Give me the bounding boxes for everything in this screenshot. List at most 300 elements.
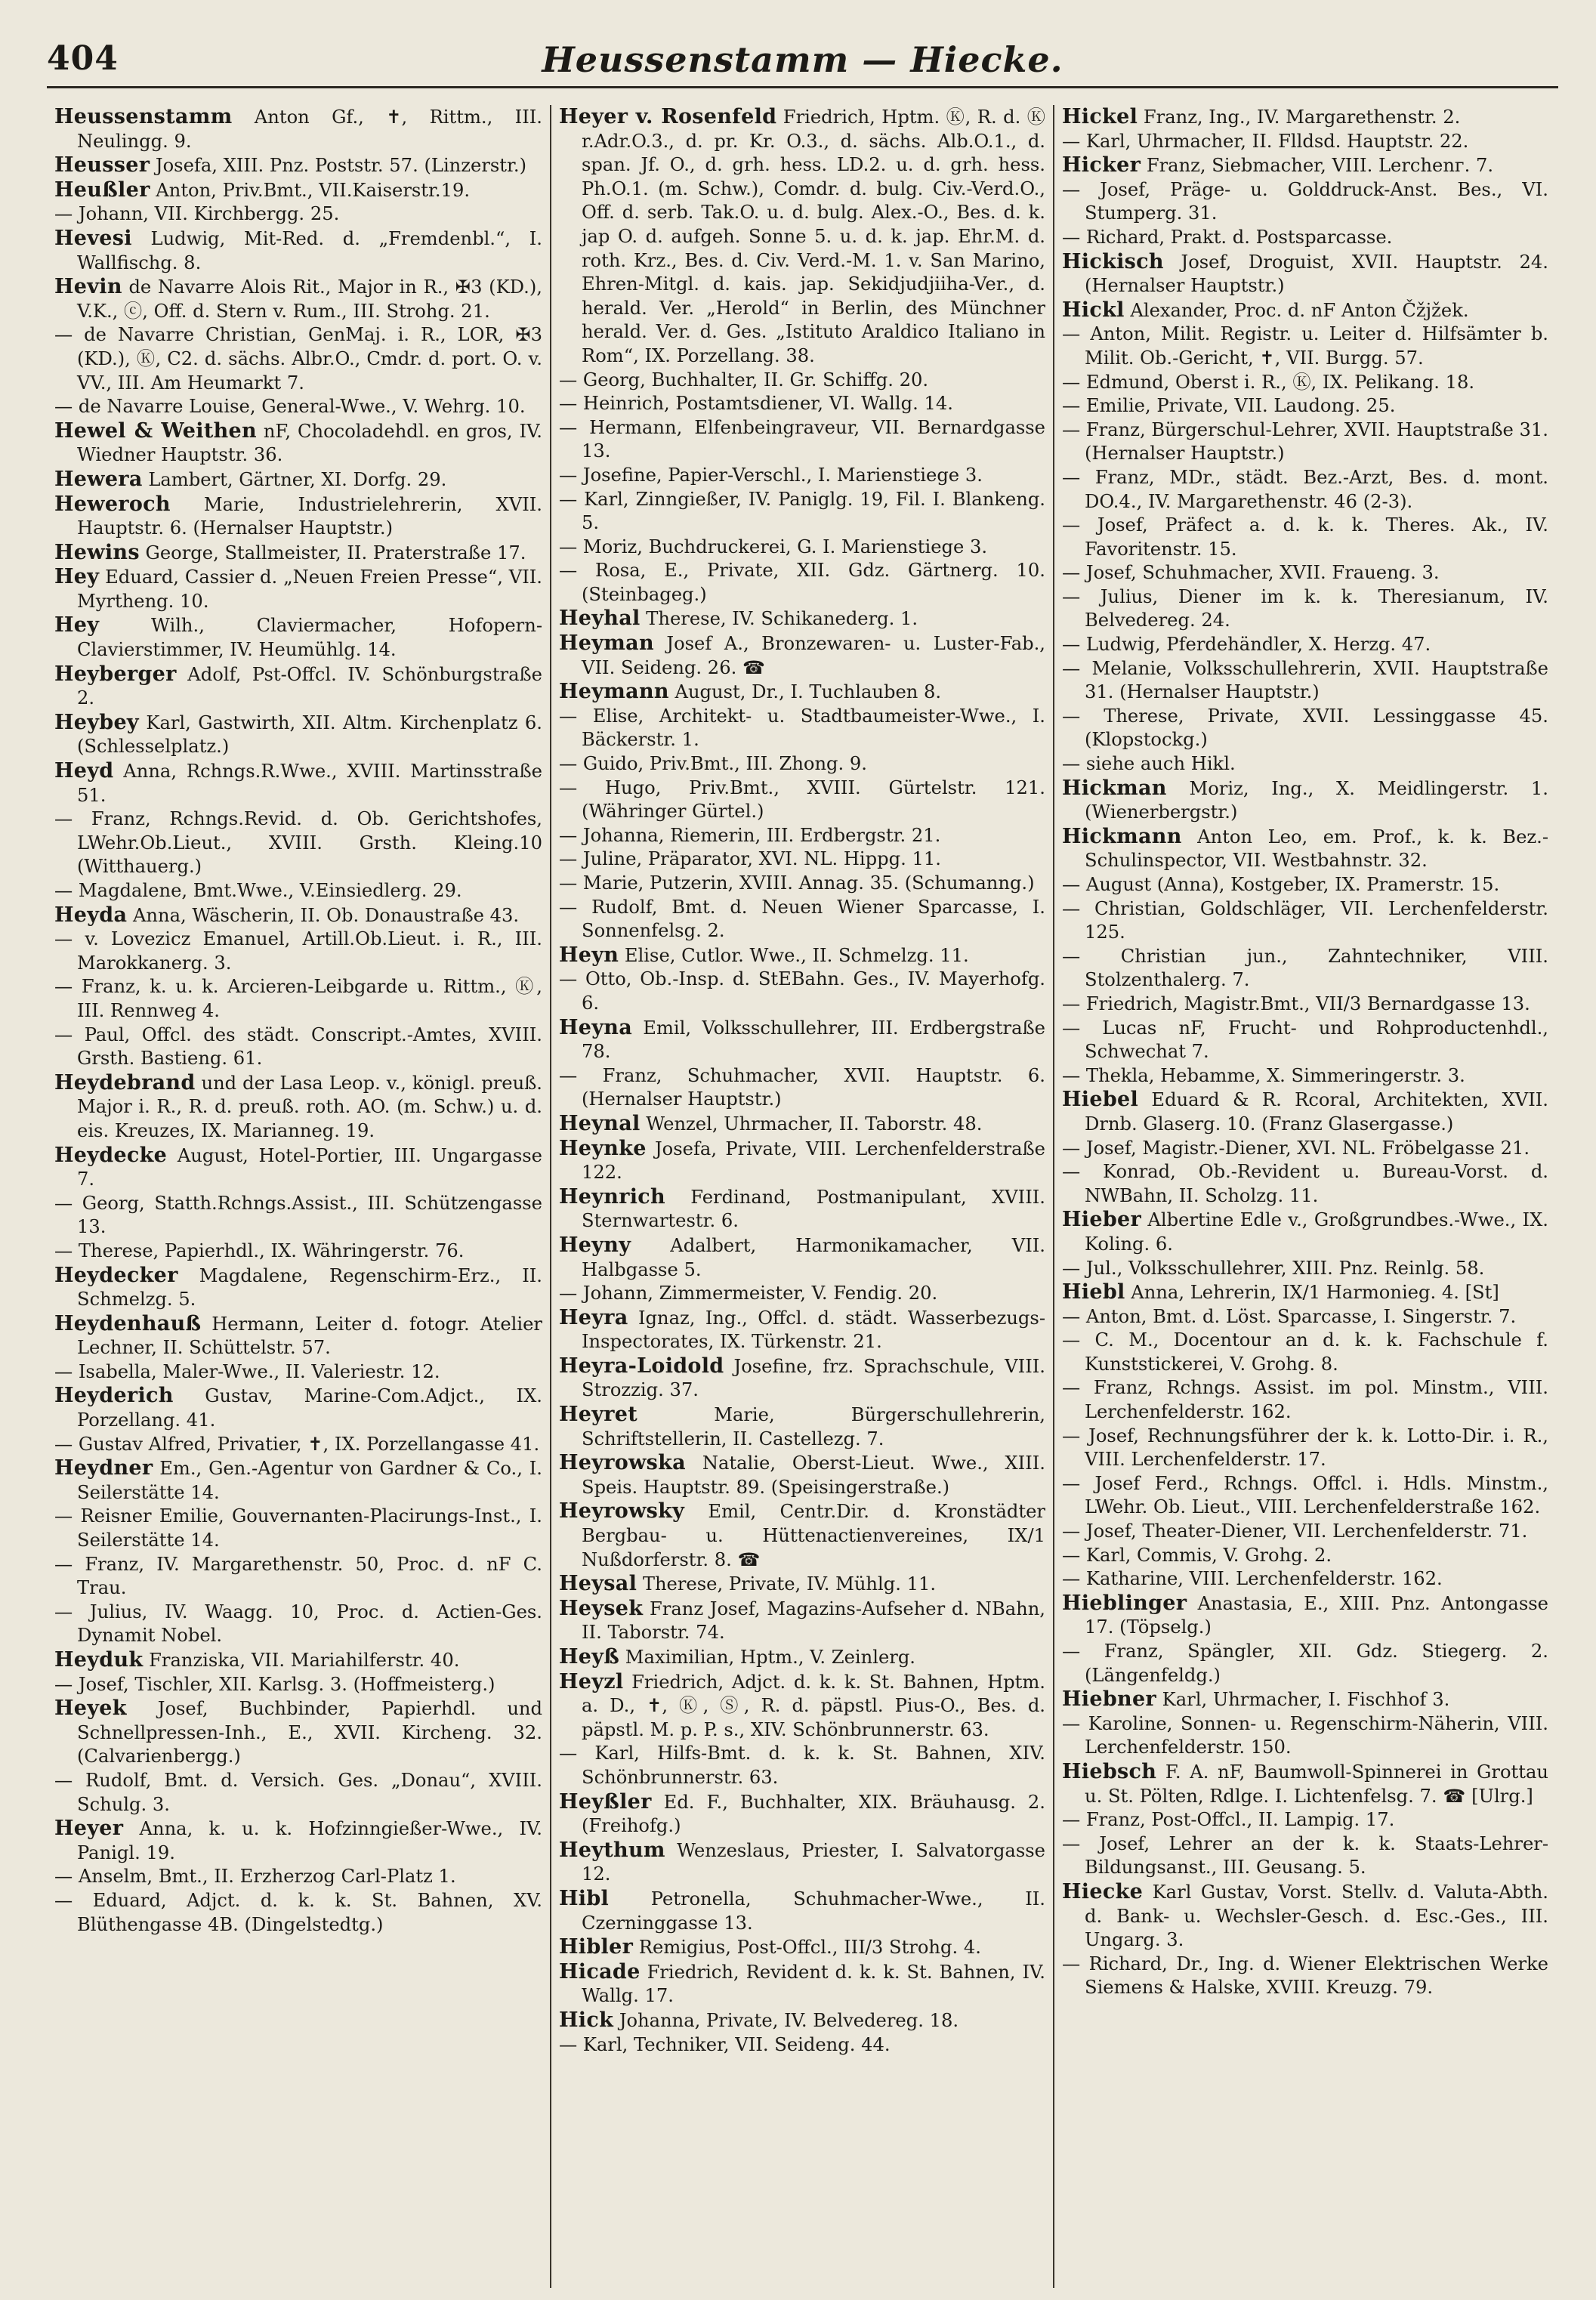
entry-details: Karl, Uhrmacher, I. Fischhof 3. [1156,1689,1450,1711]
directory-entry [559,1451,1045,1499]
entry-details: Marie, Bürgerschullehrerin, Schriftstellerin, II. Castellezg. 7. [582,1404,1045,1449]
entry-surname: Heyek [54,1696,127,1721]
directory-entry [559,896,1045,943]
entry-details: — Karl, Zinngießer, IV. Paniglg. 19, Fil. I. Blankeng. 5. [559,488,1045,534]
entry-details: — Christian jun., Zahntechniker, VIII. Stolzenthalerg. 7. [1062,945,1548,991]
entry-surname: Heyzl [559,1669,624,1693]
entry-details: — Edmund, Oberst i. R., Ⓚ, IX. Pelikang. 18. [1062,371,1475,393]
entry-details: Josef A., Bronzewaren- u. Luster-Fab., VII. Seideng. 26. ☎ [582,633,1045,678]
entry-details: Anastasia, E., XIII. Pnz. Antongasse 17. (Töpselg.) [1085,1592,1548,1638]
directory-entry [1062,873,1548,897]
directory-entry [559,559,1045,607]
entry-surname: Hiebel [1062,1088,1139,1112]
directory-entry [1062,1567,1548,1591]
directory-entry [559,416,1045,464]
entry-surname: Heysal [559,1572,637,1596]
entry-surname: Heyra [559,1305,628,1329]
directory-entry [1062,1544,1548,1568]
entry-surname: Heyßler [559,1789,652,1814]
directory-entry [54,153,542,178]
entry-details: Friedrich, Adjct. d. k. k. St. Bahnen, Hptm. a. D., ✝, Ⓚ, Ⓢ, R. d. päpstl. Pius-O., Bes. d. päpstl. M. p. P. s., XIV. Schönbrunnerstr. 63. [582,1671,1045,1740]
directory-entry [559,943,1045,968]
entry-details: — August (Anna), Kostgeber, IX. Pramerstr. 15. [1062,874,1500,895]
directory-entry [559,1064,1045,1112]
entry-surname: Hewel & Weithen [54,418,257,443]
entry-surname: Hieber [1062,1208,1142,1232]
directory-entry [559,607,1045,631]
entry-details: Wenzeslaus, Priester, I. Salvatorgasse 12. [582,1839,1045,1885]
directory-entry [1062,1137,1548,1161]
directory-entry [1062,1305,1548,1329]
directory-entry [559,1403,1045,1451]
directory-entry [559,536,1045,560]
entry-surname: Heyn [559,943,619,967]
directory-entry [559,1670,1045,1743]
entry-details: Lambert, Gärtner, XI. Dorfg. 29. [142,468,447,490]
directory-entry [1062,705,1548,752]
entry-details: — C. M., Docentour an d. k. k. Fachschule f. Kunststickerei, V. Grohg. 8. [1062,1329,1548,1375]
entry-surname: Heyß [559,1645,620,1669]
entry-surname: Heweroch [54,492,171,516]
entry-surname: Heynrich [559,1184,665,1209]
directory-entry [54,1648,542,1673]
entry-details: — Friedrich, Magistr.Bmt., VII/3 Bernardgasse 13. [1062,993,1530,1014]
entry-details: — Karoline, Sonnen- u. Regenschirm-Näherin, VIII. Lerchenfelderstr. 150. [1062,1712,1548,1758]
directory-entry [54,1817,542,1865]
entry-details: — Konrad, Ob.-Revident u. Bureau-Vorst. d. NWBahn, II. Scholzg. 11. [1062,1161,1548,1206]
entry-details: — Therese, Papierhdl., IX. Währingerstr. 76. [54,1240,465,1261]
entry-details: — Johann, Zimmermeister, V. Fendig. 20. [559,1283,938,1304]
entry-surname: Heyd [54,759,114,783]
entry-details: — Anselm, Bmt., II. Erzherzog Carl-Platz 1. [54,1866,456,1888]
entry-details: — Isabella, Maler-Wwe., II. Valeriestr. 12. [54,1360,440,1382]
column-left [47,105,550,2288]
directory-entry [54,903,542,928]
directory-entry [559,631,1045,680]
directory-entry [1062,585,1548,633]
entry-details: Marie, Industrielehrerin, XVII. Hauptstr. 6. (Hernalser Hauptstr.) [77,493,542,539]
directory-entry [54,662,542,711]
directory-entry [559,1282,1045,1306]
entry-details: — Franz, Rchngs. Assist. im pol. Minstm., VIII. Lerchenfelderstr. 162. [1062,1377,1548,1423]
entry-details: — de Navarre Louise, General-Wwe., V. Wehrg. 10. [54,396,526,418]
directory-entry [54,711,542,759]
entry-details: — Franz, MDr., städt. Bez.-Arzt, Bes. d. mont. DO.4., IV. Margarethenstr. 46 (2-3). [1062,466,1548,512]
directory-entry [54,1696,542,1769]
entry-surname: Hibler [559,1935,634,1959]
entry-details: Maximilian, Hptm., V. Zeinlerg. [619,1647,915,1668]
directory-entry [1062,153,1548,178]
directory-entry [54,1601,542,1648]
entry-details: F. A. nF, Baumwoll-Spinnerei in Grottau u. St. Pölten, Rdlge. I. Lichtenfelsg. 7. ☎ [Ulrg.] [1085,1761,1548,1807]
directory-entry [54,928,542,975]
entry-details: Gustav, Marine-Com.Adjct., IX. Porzellang. 41. [77,1385,542,1431]
directory-entry [1062,1160,1548,1208]
entry-details: Anna, k. u. k. Hofzinngießer-Wwe., IV. Panigl. 19. [77,1818,542,1863]
directory-entry [1062,105,1548,130]
entry-details: — Franz, Bürgerschul-Lehrer, XVII. Hauptstraße 31. (Hernalser Hauptstr.) [1062,418,1548,465]
entry-details: — Gustav Alfred, Privatier, ✝, IX. Porzellangasse 41. [54,1433,540,1455]
entry-details: Anna, Lehrerin, IX/1 Harmonieg. 4. [St] [1125,1282,1499,1304]
directory-entry [54,1023,542,1071]
entry-surname: Heydner [54,1456,153,1480]
entry-surname: Heyny [559,1233,631,1257]
entry-details: Anna, Wäscherin, II. Ob. Donaustraße 43. [127,904,520,926]
directory-entry [559,392,1045,416]
entry-details: — Lucas nF, Frucht- und Rohproductenhdl., Schwechat 7. [1062,1017,1548,1063]
entry-surname: Hevesi [54,226,132,250]
entry-surname: Heydecke [54,1143,168,1167]
entry-details: Franz, Siebmacher, VIII. Lerchenг. 7. [1141,155,1494,177]
directory-entry [559,2033,1045,2058]
directory-entry [54,323,542,395]
directory-entry [559,1572,1045,1597]
entry-details: — Richard, Prakt. d. Postsparcasse. [1062,226,1393,248]
entry-details: — Josefine, Papier-Verschl., I. Marienstiege 3. [559,464,983,486]
entry-details: Josef, Buchbinder, Papierhdl. und Schnellpressen-Inh., E., XVII. Kircheng. 32. (Calvarienbergg.) [77,1698,542,1767]
directory-entry [1062,226,1548,250]
directory-entry [54,1865,542,1889]
directory-entry [1062,1472,1548,1520]
entry-surname: Hiebl [1062,1280,1125,1304]
directory-entry [54,1312,542,1360]
directory-entry [1062,1687,1548,1712]
directory-entry [54,975,542,1023]
page-number: 404 [47,39,119,78]
entry-details: Adalbert, Harmonikamacher, VII. Halbgasse 5. [582,1234,1045,1280]
entry-details: Magdalene, Regenschirm-Erz., II. Schmelzg. 5. [77,1264,542,1311]
entry-details: Em., Gen.-Agentur von Gardner & Co., I. Seilerstätte 14. [77,1458,542,1503]
entry-details: Hermann, Leiter d. fotogr. Atelier Lechner, II. Schüttelstr. 57. [77,1313,542,1359]
directory-entry [1062,776,1548,825]
entry-surname: Heydebrand [54,1070,196,1094]
entry-details: Moriz, Ing., X. Meidlingerstr. 1. (Wienerbergstr.) [1085,777,1548,823]
entry-details: Anton, Priv.Bmt., VII.Kaiserstr.19. [150,179,471,201]
entry-surname: Hickmann [1062,824,1182,848]
entry-details: — Johanna, Riemerin, III. Erdbergstr. 21. [559,824,941,846]
entry-details: — Hugo, Priv.Bmt., XVIII. Gürtelstr. 121. (Währinger Gürtel.) [559,776,1045,823]
entry-details: — Karl, Uhrmacher, II. Flldsd. Hauptstr. 22. [1062,130,1469,152]
entry-surname: Heyda [54,903,128,927]
directory-entry [54,178,542,203]
entry-details: Ed. F., Buchhalter, XIX. Bräuhausg. 2. (Freihofg.) [582,1791,1045,1837]
directory-entry [1062,1376,1548,1424]
directory-entry [1062,466,1548,514]
directory-entry [1062,1640,1548,1687]
directory-entry [1062,897,1548,945]
entry-surname: Heyra-Loidold [559,1354,724,1378]
entry-surname: Heyrowska [559,1451,686,1475]
entry-details: — Anton, Bmt. d. Löst. Sparcasse, I. Singerstr. 7. [1062,1305,1517,1327]
directory-entry [54,613,542,662]
entry-surname: Hewera [54,467,143,491]
entry-surname: Heyman [559,631,654,656]
entry-details: — Marie, Putzerin, XVIII. Annag. 35. (Schumanng.) [559,872,1035,894]
entry-details: — Franz, Schuhmacher, XVII. Hauptstr. 6. (Hernalser Hauptstr.) [559,1064,1045,1110]
directory-entry [1062,298,1548,323]
directory-entry [54,1769,542,1817]
entry-details: — Josef, Theater-Diener, VII. Lerchenfelderstr. 71. [1062,1520,1528,1542]
entry-surname: Hey [54,565,100,589]
directory-entry [559,1137,1045,1185]
entry-details: Ludwig, Mit-Red. d. „Fremdenbl.“, I. Wallfischg. 8. [77,227,542,273]
directory-entry [54,879,542,903]
entry-details: — Rudolf, Bmt. d. Neuen Wiener Sparcasse, I. Sonnenfelsg. 2. [559,896,1045,942]
entry-surname: Hickman [1062,776,1167,800]
entry-details: — Juline, Präparator, XVI. NL. Hippg. 11. [559,848,941,870]
directory-entry [54,1553,542,1601]
directory-entry [54,1889,542,1937]
directory-entry [559,2008,1045,2033]
entry-details: — Jul., Volksschullehrer, XIII. Pnz. Reinlg. 58. [1062,1257,1485,1279]
entry-surname: Hicade [559,1959,641,1984]
entry-details: — Josef, Tischler, XII. Karlsg. 3. (Hoffmeisterg.) [54,1673,495,1695]
entry-details: — Elise, Architekt- u. Stadtbaumeister-Wwe., I. Bäckerstr. 1. [559,705,1045,751]
entry-surname: Heynal [559,1111,641,1135]
directory-entry [559,1742,1045,1789]
entry-details: — Richard, Dr., Ing. d. Wiener Elektrischen Werke Siemens & Halske, XVIII. Kreuzg. 79. [1062,1953,1548,1999]
entry-details: Remigius, Post-Offcl., III/3 Strohg. 4. [633,1937,981,1959]
directory-entry [1062,993,1548,1017]
directory-entry [559,1790,1045,1838]
entry-surname: Hieblinger [1062,1591,1187,1615]
entry-surname: Hevin [54,275,122,299]
directory-entry [54,1456,542,1505]
directory-entry [1062,633,1548,657]
entry-surname: Heyderich [54,1384,174,1408]
entry-details: — Josef, Schuhmacher, XVII. Fraueng. 3. [1062,562,1440,584]
entry-details: Josefa, XIII. Pnz. Poststr. 57. (Linzerstr.) [150,155,527,177]
entry-surname: Heyduk [54,1648,144,1672]
directory-entry [559,1112,1045,1137]
entry-details: — Franz, Post-Offcl., II. Lampig. 17. [1062,1809,1395,1831]
directory-entry [1062,657,1548,705]
directory-entry [1062,1088,1548,1136]
directory-entry [54,759,542,807]
entry-details: Eduard & R. Rcoral, Architekten, XVII. Drnb. Glaserg. 10. (Franz Glasergasse.) [1085,1089,1548,1135]
entry-details: — Karl, Techniker, VII. Seideng. 44. [559,2033,891,2055]
directory-entry [54,1144,542,1192]
entry-surname: Heyrowsky [559,1499,685,1524]
directory-entry [54,395,542,419]
directory-entry [559,1016,1045,1064]
entry-details: Eduard, Cassier d. „Neuen Freien Presse“, VII. Myrtheng. 10. [77,567,542,612]
directory-entry [559,968,1045,1015]
entry-details: Ignaz, Ing., Offcl. d. städt. Wasserbezugs-Inspectorates, IX. Türkenstr. 21. [582,1307,1045,1353]
entry-details: Petronella, Schuhmacher-Wwe., II. Czerninggasse 13. [582,1888,1045,1934]
entry-details: Albertine Edle v., Großgrundbes.-Wwe., IX. Koling. 6. [1085,1209,1548,1255]
directory-entry [54,1071,542,1144]
directory-entry [1062,561,1548,585]
directory-entry [54,565,542,613]
directory-entry [54,105,542,153]
directory-entry [54,1192,542,1240]
directory-entry [1062,1712,1548,1760]
entry-details: — Julius, IV. Waagg. 10, Proc. d. Actien-Ges. Dynamit Nobel. [54,1601,542,1647]
entry-details: Karl, Gastwirth, XII. Altm. Kirchenplatz 6. (Schlesselplatz.) [77,712,542,758]
entry-details: — Josef, Rechnungsführer der k. k. Lotto-Dir. i. R., VIII. Lerchenfelderstr. 17. [1062,1425,1548,1471]
directory-entry [1062,1591,1548,1640]
entry-surname: Heussenstamm [54,105,233,128]
entry-details: Franz, Ing., IV. Margarethenstr. 2. [1138,107,1461,128]
directory-entry [559,1597,1045,1645]
column-middle [550,105,1053,2288]
entry-surname: Heymann [559,680,669,704]
entry-details: — Reisner Emilie, Gouvernanten-Placirungs-Inst., I. Seilerstätte 14. [54,1505,542,1551]
directory-entry [1062,945,1548,993]
entry-details: — Johann, VII. Kirchbergg. 25. [54,203,340,225]
entry-details: Franziska, VII. Mariahilferstr. 40. [143,1650,460,1671]
entry-details: — Ludwig, Pferdehändler, X. Herzg. 47. [1062,634,1431,656]
directory-entry [559,680,1045,705]
entry-details: Anna, Rchngs.R.Wwe., XVIII. Martinsstraße 51. [77,761,542,806]
directory-entry [1062,1953,1548,2000]
entry-details: Wenzel, Uhrmacher, II. Taborstr. 48. [640,1113,983,1135]
entry-details: Karl Gustav, Vorst. Stellv. d. Valuta-Abth. d. Bank- u. Wechsler-Gesch. d. Esc.-Ges., III. Ungarg. 3. [1085,1881,1548,1951]
directory-entry [1062,250,1548,298]
page-header [47,39,1558,88]
entry-details: Therese, Private, IV. Mühlg. 11. [637,1573,937,1595]
directory-entry [559,1960,1045,2008]
entry-details: — Josef Ferd., Rchngs. Offcl. i. Hdls. Minstm., LWehr. Ob. Lieut., VIII. Lerchenfelderstraße 162. [1062,1472,1548,1518]
entry-details: Johanna, Private, IV. Belvedereg. 18. [613,2009,959,2031]
directory-entry [559,1645,1045,1670]
directory-entry [1062,1329,1548,1376]
directory-entry [559,872,1045,896]
directory-entry [54,275,542,323]
entry-details: Alexander, Proc. d. nF Anton Čžjžek. [1124,299,1469,321]
directory-entry [54,1264,542,1312]
directory-entry [54,1240,542,1264]
entry-details: Natalie, Oberst-Lieut. Wwe., XIII. Speis. Hauptstr. 89. (Speisingerstraße.) [582,1453,1045,1498]
directory-entry [1062,323,1548,370]
entry-surname: Heyberger [54,662,177,686]
entry-details: Ferdinand, Postmanipulant, XVIII. Sternwartestr. 6. [582,1186,1045,1232]
entry-details: Anton Leo, em. Prof., k. k. Bez.-Schulinspector, VII. Westbahnstr. 32. [1085,826,1548,872]
directory-entry [54,202,542,227]
entry-surname: Heynke [559,1136,647,1160]
entry-details: Friedrich, Revident d. k. k. St. Bahnen, IV. Wallg. 17. [582,1961,1045,2007]
entry-details: — Franz, Rchngs.Revid. d. Ob. Gerichtshofes, LWehr.Ob.Lieut., XVIII. Grsth. Kleing.10 (Witthauerg.) [54,808,542,878]
entry-details: — Josef, Magistr.-Diener, XVI. NL. Fröbelgasse 21. [1062,1137,1530,1159]
entry-surname: Heußler [54,178,150,202]
entry-details: — Eduard, Adjct. d. k. k. St. Bahnen, XV. Blüthengasse 4B. (Dingelstedtg.) [54,1889,542,1935]
entry-surname: Heybey [54,710,139,734]
entry-details: — Magdalene, Bmt.Wwe., V.Einsiedlerg. 29. [54,880,462,901]
entry-details: — Josef, Lehrer an der k. k. Staats-Lehrer-Bildungsanst., III. Geusang. 5. [1062,1832,1548,1879]
directory-entry [559,1838,1045,1887]
entry-surname: Hey [54,613,100,638]
directory-entry [54,1433,542,1457]
directory-entry [1062,1257,1548,1281]
directory-entry [1062,1208,1548,1256]
entry-surname: Hickel [1062,105,1138,128]
entry-details: — siehe auch Hikl. [1062,753,1236,775]
entry-details: Anton Gf., ✝, Rittm., III. Neulingg. 9. [77,107,542,152]
directory-entry [54,1505,542,1552]
directory-entry [559,1499,1045,1572]
directory-entry [559,705,1045,752]
entry-details: — v. Lovezicz Emanuel, Artill.Ob.Lieut. i. R., III. Marokkanerg. 3. [54,928,542,974]
entry-details: de Navarre Alois Rit., Major in R., ✠3 (KD.), V.K., ⓒ, Off. d. Stern v. Rum., III. Strohg. 21. [77,276,542,322]
entry-details: George, Stallmeister, II. Praterstraße 17. [139,542,526,563]
entry-details: — Katharine, VIII. Lerchenfelderstr. 162. [1062,1568,1443,1590]
entry-details: — Thekla, Hebamme, X. Simmeringerstr. 3. [1062,1064,1465,1086]
entry-details: — Emilie, Private, VII. Laudong. 25. [1062,395,1396,417]
directory-entry [559,847,1045,872]
entry-details: — Paul, Offcl. des städt. Conscript.-Amtes, XVIII. Grsth. Bastieng. 61. [54,1023,542,1070]
entry-details: — Josef, Präge- u. Golddruck-Anst. Bes., VI. Stumperg. 31. [1062,178,1548,224]
entry-surname: Heyhal [559,607,641,631]
entry-details: August, Hotel-Portier, III. Ungargasse 7. [77,1144,542,1190]
entry-details: Franz Josef, Magazins-Aufseher d. NBahn, II. Taborstr. 74. [582,1598,1045,1644]
entry-details: Josefine, frz. Sprachschule, VIII. Strozzig. 37. [582,1355,1045,1401]
directory-entry [1062,1832,1548,1880]
directory-entry [1062,418,1548,466]
entry-surname: Hicker [1062,153,1141,178]
entry-details: Josef, Droguist, XVII. Hauptstr. 24. (Hernalser Hauptstr.) [1085,251,1548,297]
entry-details: — Karl, Commis, V. Grohg. 2. [1062,1544,1332,1566]
entry-details: Therese, IV. Schikanederg. 1. [640,608,918,630]
entry-details: — Franz, k. u. k. Arcieren-Leibgarde u. Rittm., Ⓚ, III. Rennweg 4. [54,976,542,1021]
entry-details: Wilh., Claviermacher, Hofopern-Clavierstimmer, IV. Heumühlg. 14. [77,615,542,661]
directory-entry [54,1384,542,1432]
entry-surname: Hickisch [1062,249,1164,273]
entry-details: Josefa, Private, VIII. Lerchenfelderstraße 122. [582,1138,1045,1184]
columns [47,105,1558,2288]
directory-entry [1062,514,1548,561]
directory-entry [54,541,542,566]
entry-details: — Guido, Priv.Bmt., III. Zhong. 9. [559,753,867,775]
directory-entry [559,488,1045,536]
directory-entry [1062,371,1548,395]
entry-details: und der Lasa Leop. v., königl. preuß. Major i. R., R. d. preuß. roth. AO. (m. Schw.) u. d. eis. Kreuzes, IX. Mariannеg. 19. [77,1072,542,1141]
directory-entry [559,1935,1045,1960]
entry-details: — Franz, Spängler, XII. Gdz. Stiegerg. 2. (Längenfeldg.) [1062,1641,1548,1686]
entry-surname: Hewins [54,540,140,564]
page-title: Heussenstamm — Hiecke. [542,39,1063,80]
entry-surname: Hiecke [1062,1879,1144,1903]
entry-surname: Heydecker [54,1263,178,1287]
entry-surname: Heyret [559,1403,638,1427]
directory-entry [54,1360,542,1385]
entry-details: — Hermann, Elfenbeingraveur, VII. Bernardgasse 13. [559,416,1045,462]
directory-entry [1062,130,1548,154]
entry-details: August, Dr., I. Tuchlauben 8. [668,681,942,703]
entry-surname: Hiebsch [1062,1759,1157,1783]
entry-surname: Heyna [559,1015,633,1039]
entry-surname: Heyer v. Rosenfeld [559,105,777,128]
entry-surname: Heysek [559,1596,644,1620]
directory-entry [54,807,542,879]
entry-details: — Karl, Hilfs-Bmt. d. k. k. St. Bahnen, XIV. Schönbrunnerstr. 63. [559,1743,1045,1788]
directory-entry [1062,1425,1548,1472]
entry-details: Elise, Cutlor. Wwe., II. Schmelzg. 11. [619,944,969,966]
directory-entry [559,105,1045,369]
directory-entry [1062,752,1548,776]
directory-entry [559,1306,1045,1354]
directory-entry [559,752,1045,776]
entry-details: Emil, Volksschullehrer, III. Erdbergstraße 78. [582,1017,1045,1063]
entry-details: Emil, Centr.Dir. d. Kronstädter Bergbau- u. Hüttenactienvereines, IX/1 Nußdorferstr. 8. ☎ [582,1501,1045,1570]
entry-surname: Hiebner [1062,1687,1156,1712]
entry-surname: Hickl [1062,298,1125,322]
entry-details: — Melanie, Volksschullehrerin, XVII. Hauptstraße 31. (Hernalser Hauptstr.) [1062,657,1548,703]
directory-entry [54,468,542,492]
directory-entry [1062,1017,1548,1064]
entry-details: — Rudolf, Bmt. d. Versich. Ges. „Donau“, XVIII. Schulg. 3. [54,1769,542,1815]
entry-details: — Moriz, Buchdruckerei, G. I. Marienstiege 3. [559,536,988,557]
